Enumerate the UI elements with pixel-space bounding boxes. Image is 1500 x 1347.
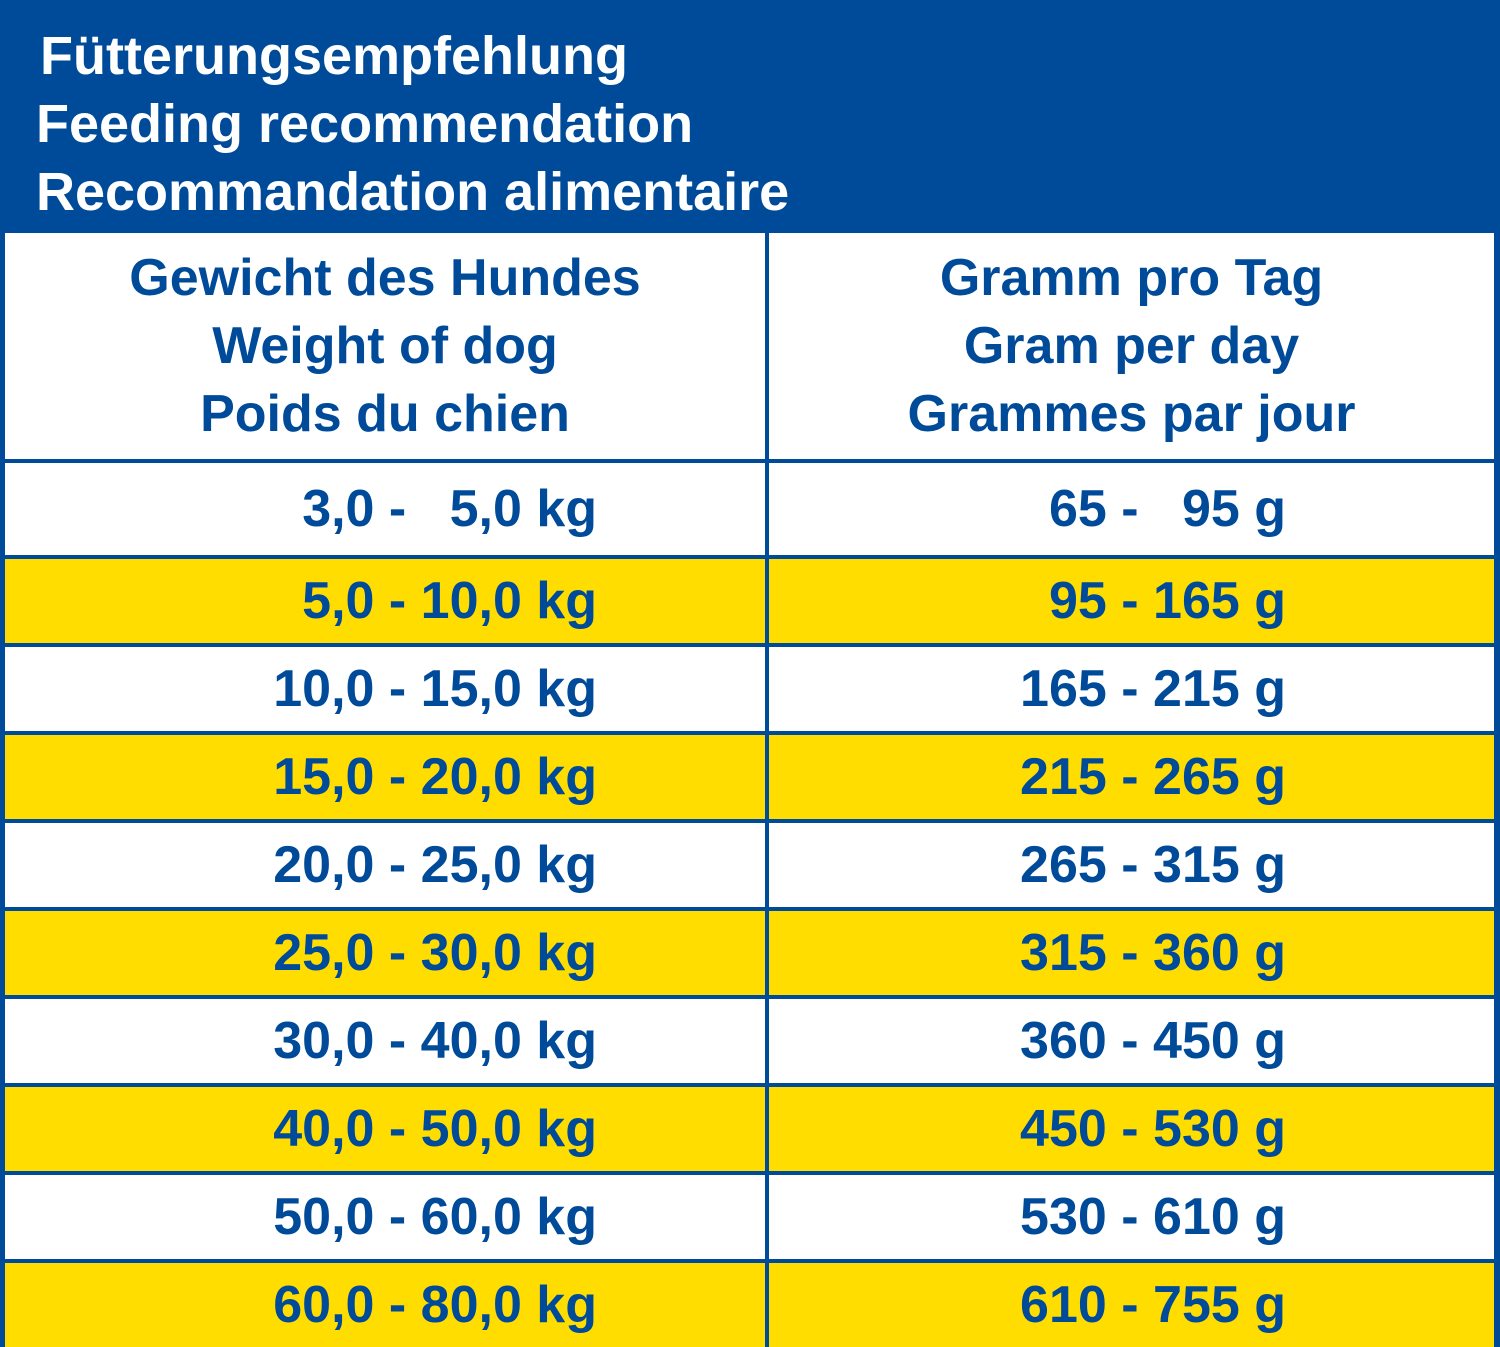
weight-cell: 40,0 - 50,0 kg: [5, 1087, 765, 1171]
table-row: [5, 463, 1494, 555]
table-row: [5, 1263, 1494, 1347]
table-row: [5, 823, 1494, 907]
weight-cell: 10,0 - 15,0 kg: [5, 647, 765, 731]
weight-cell: 30,0 - 40,0 kg: [5, 999, 765, 1083]
table-row: [5, 1087, 1494, 1171]
column-header-grams: [769, 233, 1494, 459]
table-row: [5, 1175, 1494, 1259]
weight-cell: 3,0 - 5,0 kg: [5, 463, 765, 555]
column-header-weight-french: Poids du chien: [200, 385, 570, 443]
table-row: [5, 735, 1494, 819]
weight-cell: 60,0 - 80,0 kg: [5, 1263, 765, 1347]
table-row: [5, 999, 1494, 1083]
weight-cell: 25,0 - 30,0 kg: [5, 911, 765, 995]
title-english: Feeding recommendation: [36, 94, 694, 154]
weight-cell: 15,0 - 20,0 kg: [5, 735, 765, 819]
weight-cell: 50,0 - 60,0 kg: [5, 1175, 765, 1259]
column-header-grams-english: Gram per day: [963, 317, 1300, 375]
title-french: Recommandation alimentaire: [36, 162, 790, 222]
table-row: [5, 911, 1494, 995]
grams-cell: 360 - 450 g: [769, 999, 1494, 1083]
table-row: [5, 647, 1494, 731]
column-header-weight-english: Weight of dog: [212, 317, 558, 375]
grams-cell: 610 - 755 g: [769, 1263, 1494, 1347]
grams-cell: 315 - 360 g: [769, 911, 1494, 995]
grams-cell: 65 - 95 g: [769, 463, 1494, 555]
grams-cell: 450 - 530 g: [769, 1087, 1494, 1171]
weight-cell: 20,0 - 25,0 kg: [5, 823, 765, 907]
grams-cell: 530 - 610 g: [769, 1175, 1494, 1259]
column-header-grams-german: Gramm pro Tag: [939, 249, 1324, 307]
column-header-weight-german: Gewicht des Hundes: [129, 249, 641, 307]
grams-cell: 165 - 215 g: [769, 647, 1494, 731]
grams-cell: 95 - 165 g: [769, 559, 1494, 643]
weight-cell: 5,0 - 10,0 kg: [5, 559, 765, 643]
grams-cell: 215 - 265 g: [769, 735, 1494, 819]
column-header-grams-french: Grammes par jour: [907, 385, 1356, 443]
grams-cell: 265 - 315 g: [769, 823, 1494, 907]
column-header-weight: [5, 233, 765, 459]
title-block: [0, 0, 1500, 230]
table-header-row: [5, 233, 1494, 459]
title-german: Fütterungsempfehlung: [40, 26, 628, 86]
table-row: [5, 559, 1494, 643]
feeding-table: [5, 233, 1494, 1347]
